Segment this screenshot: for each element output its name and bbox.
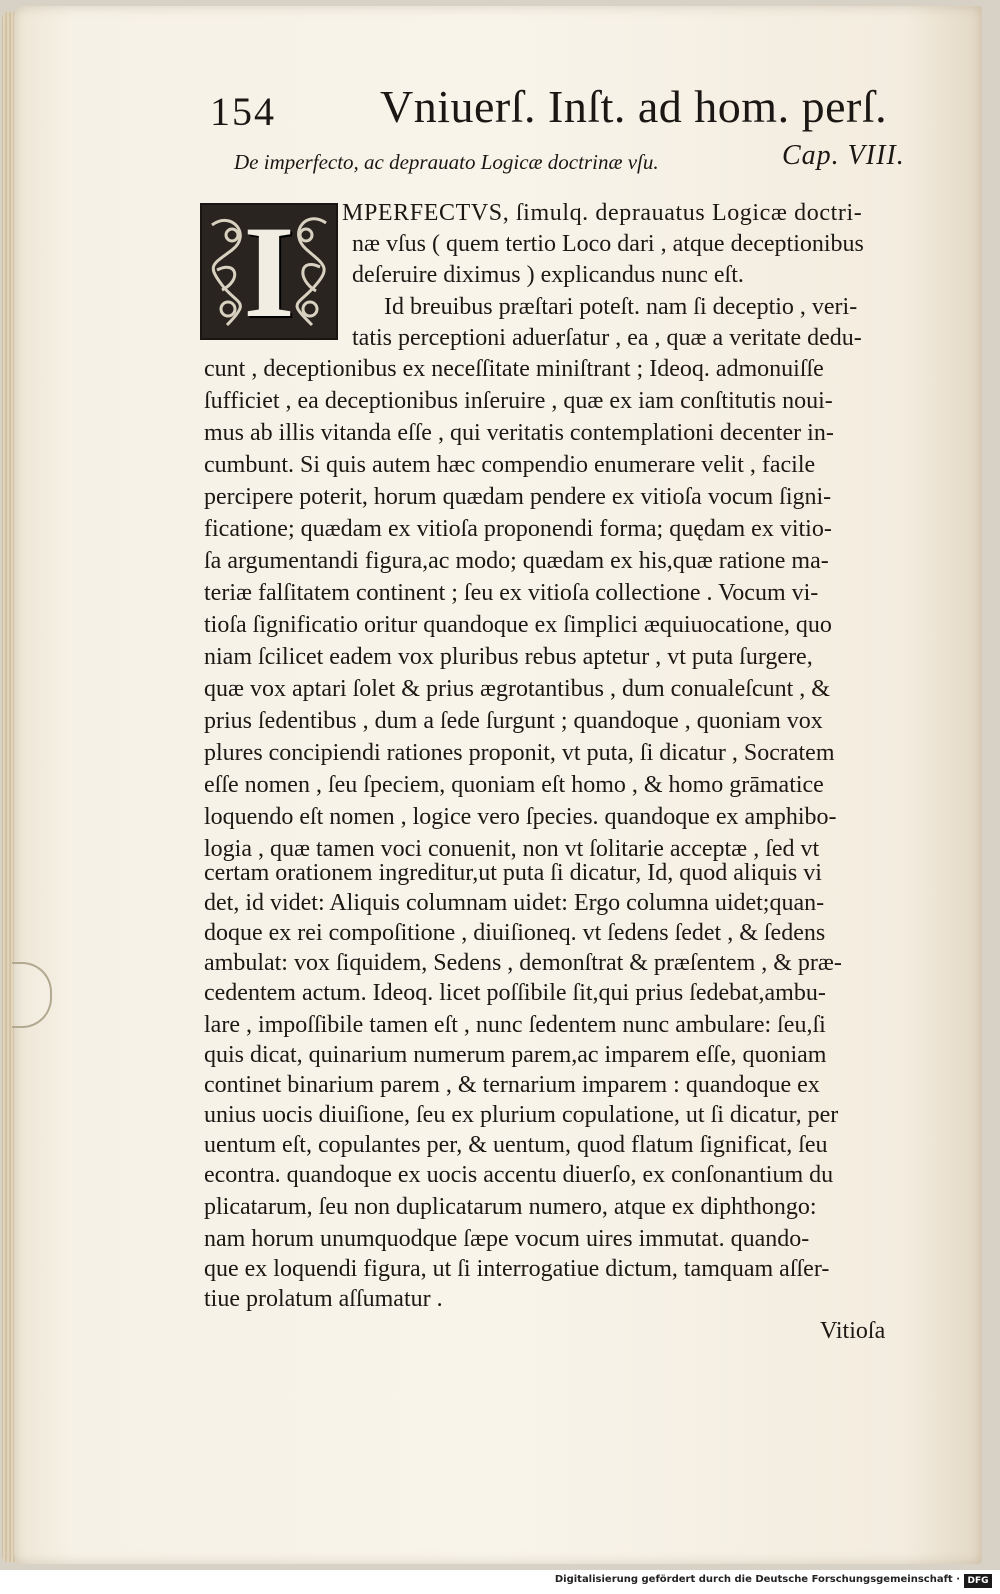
text-line: ficatione; quædam ex vitioſa proponendi forma; quędam ex vitio- [204, 516, 832, 542]
text-line: cumbunt. Si quis autem hæc compendio enumerare velit , facile [204, 452, 816, 478]
text-line: cunt , deceptionibus ex neceſſitate miniſtrant ; Ideoq. admonuiſſe [204, 356, 824, 382]
text-line: prius ſedentibus , dum a ſede ſurgunt ; quandoque , quoniam vox [204, 708, 823, 734]
text-line: nam horum unumquodque ſæpe vocum uires immutat. quando- [204, 1226, 810, 1252]
text-line: uentum eſt, copulantes per, & uentum, quod flatum ſignificat, ſeu [204, 1132, 828, 1158]
text-line: tioſa ſignificatio oritur quandoque ex ſimplici æquiuocatione, quo [204, 612, 832, 638]
text-line: tiue prolatum aſſumatur . [204, 1286, 443, 1312]
text-line: mus ab illis vitanda eſſe , qui veritatis contemplationi decenter in- [204, 420, 834, 446]
text-line: certam orationem ingreditur,ut puta ſi dicatur, Id, quod aliquis vi [204, 860, 822, 886]
chapter-title: De imperfecto, ac deprauato Logicæ doctrinæ vſu. [234, 150, 659, 174]
text-line: que ex loquendi figura, ut ſi interrogatiue dictum, tamquam aſſer- [204, 1256, 830, 1282]
text-line: ſa argumentandi figura,ac modo; quædam ex his,quæ ratione ma- [204, 548, 829, 574]
text-line: continet binarium parem , & ternarium imparem : quandoque ex [204, 1072, 820, 1098]
text-line: tatis perceptioni aduerſatur , ea , quæ a veritate dedu- [352, 325, 862, 351]
drop-cap-letter: I [243, 203, 295, 340]
text-line: MPERFECTVS, ſimulq. deprauatus Logicæ doctri- [342, 200, 863, 226]
text-line: næ vſus ( quem tertio Loco dari , atque deceptionibus [352, 231, 864, 257]
text-line: eſſe nomen , ſeu ſpeciem, quoniam eſt homo , & homo grāmatice [204, 772, 824, 798]
text-line: quis dicat, quinarium numerum parem,ac imparem eſſe, quoniam [204, 1042, 827, 1068]
running-title: Vniuerſ. Inſt. ad hom. perſ. [380, 81, 888, 132]
text-line: loquendo eſt nomen , logice vero ſpecies. quandoque ex amphibo- [204, 804, 837, 830]
text-line: percipere poterit, horum quædam pendere ex vitioſa vocum ſigni- [204, 484, 832, 510]
digitization-credit: Digitalisierung gefördert durch die Deutsche Forschungsgemeinschaft · [554, 1574, 960, 1585]
text-line: quæ vox aptari ſolet & prius ægrotantibus , dum conualeſcunt , & [204, 676, 830, 702]
text-line: det, id videt: Aliquis columnam uidet: Ergo columna uidet;quan- [204, 890, 825, 916]
text-line: logia , quæ tamen voci conuenit, non vt ſolitarie acceptæ , ſed vt [204, 836, 820, 862]
chapter-label: Cap. VIII. [782, 140, 905, 171]
dfg-logo: DFG [964, 1574, 992, 1588]
text-line: unius uocis diuiſione, ſeu ex plurium copulatione, ut ſi dicatur, per [204, 1102, 839, 1128]
text-line: cedentem actum. Ideoq. licet poſſibile ſit,qui prius ſedebat,ambu- [204, 980, 826, 1006]
text-line: lare , impoſſibile tamen eſt , nunc ſedentem nunc ambulare: ſeu,ſi [204, 1012, 826, 1038]
text-line: doque ex rei compoſitione , diuiſioneq. vt ſedens ſedet , & ſedens [204, 920, 826, 946]
text-line: plicatarum, ſeu non duplicatarum numero, atque ex diphthongo: [204, 1194, 817, 1220]
text-line: econtra. quandoque ex uocis accentu diuerſo, ex conſonantium du [204, 1162, 834, 1188]
text-line: plures concipiendi rationes proponit, vt puta, ſi dicatur , Socratem [204, 740, 835, 766]
text-line: ambulat: vox ſiquidem, Sedens , demonſtrat & præſentem , & præ- [204, 950, 842, 976]
text-line: Id breuibus præſtari poteſt. nam ſi deceptio , veri- [384, 294, 858, 320]
text-line: deſeruire diximus ) explicandus nunc eſt. [352, 262, 744, 288]
text-line: ſufficiet , ea deceptionibus inſeruire , quæ ex iam conſtitutis noui- [204, 388, 833, 414]
text-line: niam ſcilicet eadem vox pluribus rebus aptetur , vt puta ſurgere, [204, 644, 813, 670]
page-number: 154 [210, 89, 276, 134]
catchword: Vitioſa [820, 1318, 886, 1344]
text-line: teriæ falſitatem continent ; ſeu ex vitioſa collectione . Vocum vi- [204, 580, 819, 606]
